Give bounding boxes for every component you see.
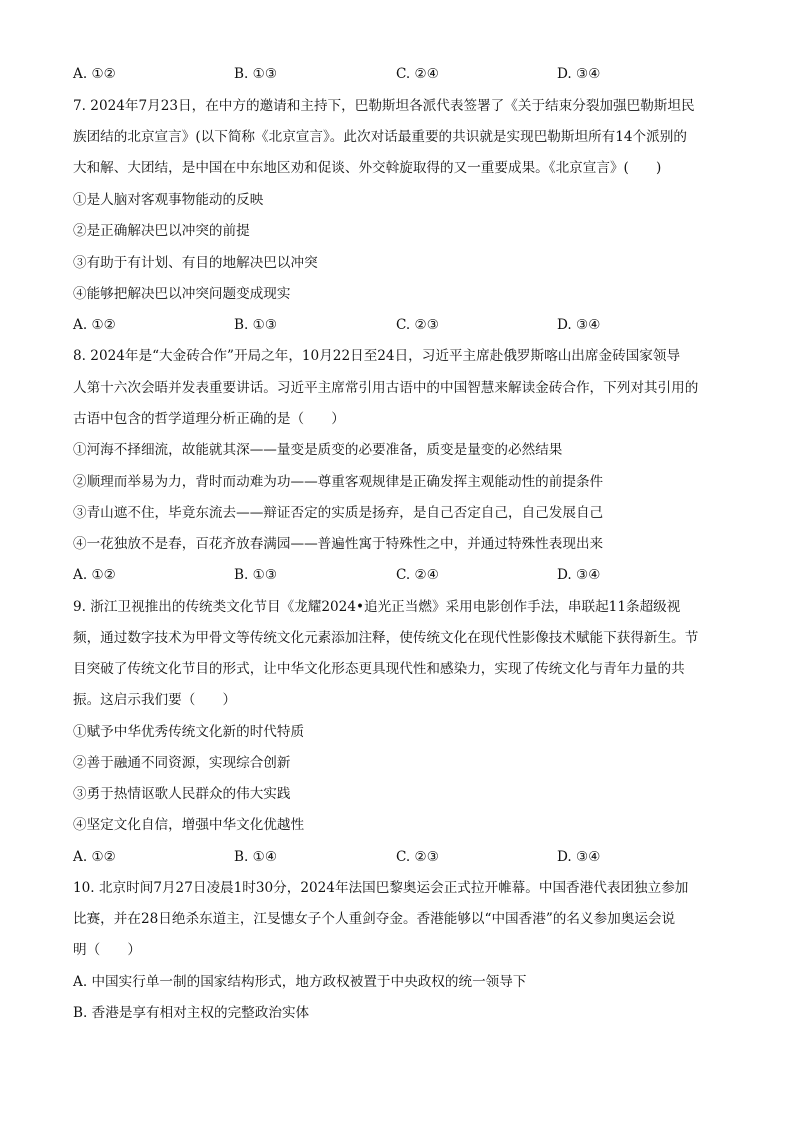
q6-option-d[interactable]: D. ③④ xyxy=(557,66,601,82)
q8-options xyxy=(73,565,723,585)
q9-item: ④坚定文化自信，增强中华文化优越性 xyxy=(73,817,305,833)
q9-stem-line: 目突破了传统文化节目的形式，让中华文化形态更具现代性和感染力，实现了传统文化与青年力量的共 xyxy=(73,661,685,677)
q8-item: ①河海不择细流，故能就其深——量变是质变的必要准备，质变是量变的必然结果 xyxy=(73,442,563,458)
q10-stem-line: 明（ ） xyxy=(73,942,141,958)
q9-item: ③勇于热情讴歌人民群众的伟大实践 xyxy=(73,786,291,802)
q7-item: ④能够把解决巴以冲突问题变成现实 xyxy=(73,286,291,302)
q7-stem-line: 7. 2024年7月23日，在中方的邀请和主持下，巴勒斯坦各派代表签署了《关于结束分裂加强巴勒斯坦民 xyxy=(73,98,695,114)
q8-item: ④一花独放不是春，百花齐放春满园——普遍性寓于特殊性之中，并通过特殊性表现出来 xyxy=(73,536,604,552)
q9-stem-line: 频，通过数字技术为甲骨文等传统文化元素添加注释，使传统文化在现代性影像技术赋能下获得新生。节 xyxy=(73,630,699,646)
q9-item: ①赋予中华优秀传统文化新的时代特质 xyxy=(73,724,305,740)
q10-choice-b[interactable]: B. 香港是享有相对主权的完整政治实体 xyxy=(73,1005,310,1021)
q10-stem-line: 10. 北京时间7月27日凌晨1时30分，2024年法国巴黎奥运会正式拉开帷幕。中国香港代表团独立参加 xyxy=(73,880,689,896)
q7-option-d[interactable]: D. ③④ xyxy=(557,317,601,333)
q8-item: ③青山遮不住，毕竟东流去——辩证否定的实质是扬弃，是自己否定自己，自己发展自己 xyxy=(73,505,604,521)
q9-option-b[interactable]: B. ①④ xyxy=(234,849,278,865)
q8-stem-line: 8. 2024年是“大金砖合作”开局之年，10月22日至24日，习近平主席赴俄罗斯喀山出席金砖国家领导 xyxy=(73,348,681,364)
q9-option-d[interactable]: D. ③④ xyxy=(557,849,601,865)
q7-item: ①是人脑对客观事物能动的反映 xyxy=(73,192,264,208)
q7-options xyxy=(73,315,723,335)
q8-stem-line: 古语中包含的哲学道理分析正确的是（ ） xyxy=(73,411,345,427)
q9-option-a[interactable]: A. ①② xyxy=(73,849,116,865)
q6-option-c[interactable]: C. ②④ xyxy=(396,66,439,82)
q9-item: ②善于融通不同资源，实现综合创新 xyxy=(73,755,291,771)
q10-stem-line: 比赛，并在28日绝杀东道主，江旻憓女子个人重剑夺金。香港能够以“中国香港”的名义参加奥运会说 xyxy=(73,911,676,927)
q9-option-c[interactable]: C. ②③ xyxy=(396,849,439,865)
q9-options xyxy=(73,847,723,867)
q7-stem-line: 大和解、大团结，是中国在中东地区劝和促谈、外交斡旋取得的又一重要成果。《北京宣言》( ) xyxy=(73,160,662,176)
q7-option-c[interactable]: C. ②③ xyxy=(396,317,439,333)
q8-option-a[interactable]: A. ①② xyxy=(73,567,116,583)
q6-options xyxy=(73,64,723,84)
q7-option-b[interactable]: B. ①③ xyxy=(234,317,278,333)
q7-item: ②是正确解决巴以冲突的前提 xyxy=(73,223,250,239)
q9-stem-line: 振。这启示我们要（ ） xyxy=(73,692,237,708)
q8-option-c[interactable]: C. ②④ xyxy=(396,567,439,583)
q8-item: ②顺理而举易为力，背时而动难为功——尊重客观规律是正确发挥主观能动性的前提条件 xyxy=(73,474,604,490)
q7-item: ③有助于有计划、有目的地解决巴以冲突 xyxy=(73,255,318,271)
q8-stem-line: 人第十六次会晤并发表重要讲话。习近平主席常引用古语中的中国智慧来解读金砖合作，下列对其引用的 xyxy=(73,380,699,396)
q7-option-a[interactable]: A. ①② xyxy=(73,317,116,333)
q6-option-a[interactable]: A. ①② xyxy=(73,66,116,82)
q8-option-d[interactable]: D. ③④ xyxy=(557,567,601,583)
q9-stem-line: 9. 浙江卫视推出的传统类文化节目《龙耀2024•追光正当燃》采用电影创作手法，串联起11条超级视 xyxy=(73,599,681,615)
q8-option-b[interactable]: B. ①③ xyxy=(234,567,278,583)
q7-stem-line: 族团结的北京宣言》(以下简称《北京宣言》。此次对话最重要的共识就是实现巴勒斯坦所有14个派别的 xyxy=(73,129,687,145)
q6-option-b[interactable]: B. ①③ xyxy=(234,66,278,82)
q10-choice-a[interactable]: A. 中国实行单一制的国家结构形式，地方政权被置于中央政权的统一领导下 xyxy=(73,974,527,990)
